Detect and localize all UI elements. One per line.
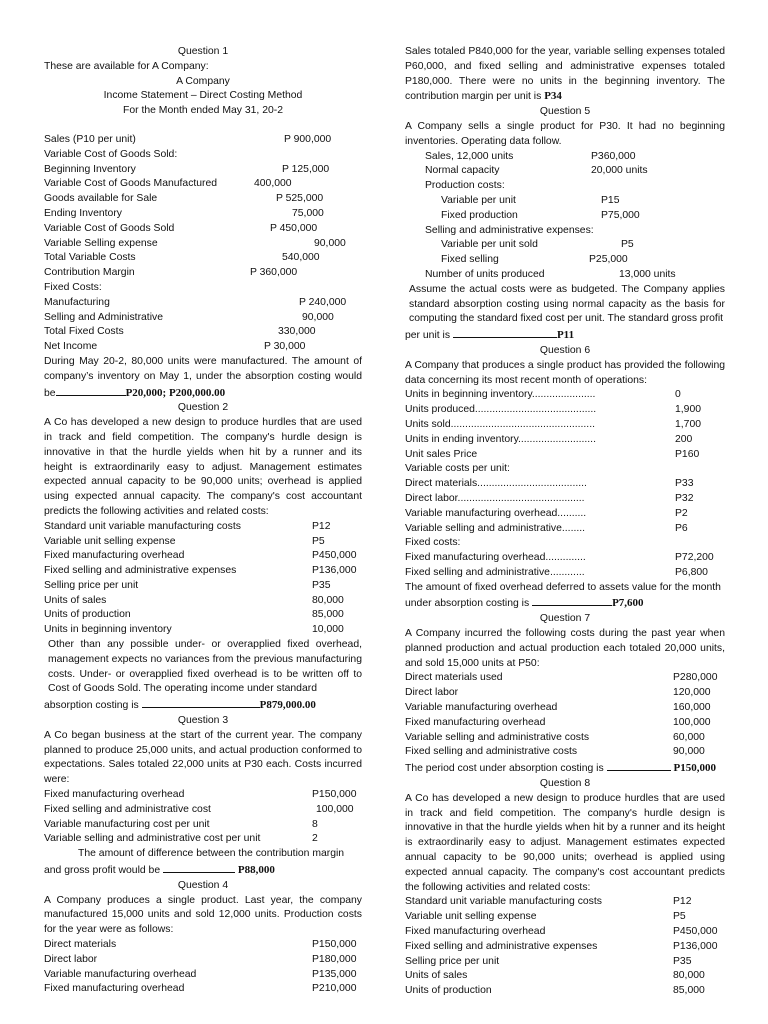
table-row <box>44 192 362 207</box>
question-6-answer: P7,600 <box>612 597 644 610</box>
table-row <box>405 895 725 910</box>
row-value: P25,000 <box>589 254 628 266</box>
question-2-table <box>44 520 362 638</box>
row-value: 10,000 <box>312 624 344 636</box>
table-row <box>405 969 725 984</box>
table-row <box>405 551 725 566</box>
row-label: Beginning Inventory <box>44 163 136 175</box>
question-3-text-2: The amount of difference between the contribution margin <box>78 848 345 860</box>
question-6-title: Question 6 <box>539 344 591 356</box>
row-label: Selling and administrative expenses: <box>425 224 594 236</box>
row-label: Variable manufacturing cost per unit <box>44 818 210 830</box>
row-label: Units sold.................................................. <box>405 418 595 430</box>
row-value: P32 <box>675 492 694 504</box>
row-value: 540,000 <box>282 252 320 264</box>
row-value: P 125,000 <box>282 163 330 175</box>
table-row <box>405 507 725 522</box>
row-label: Variable manufacturing overhead <box>44 968 197 980</box>
table-row <box>44 237 362 252</box>
table-row <box>44 564 362 579</box>
row-label: Total Fixed Costs <box>44 326 124 338</box>
question-3-answer-line: and gross profit would be P88,000 <box>44 864 275 877</box>
question-8-title: Question 8 <box>539 778 591 790</box>
table-row <box>44 818 362 833</box>
row-label: Direct labor <box>405 687 459 699</box>
question-3-table <box>44 788 362 847</box>
row-value: P5 <box>621 239 634 251</box>
question-4-table <box>44 938 362 997</box>
table-row <box>405 955 725 970</box>
table-row <box>44 207 362 222</box>
table-row <box>44 296 362 311</box>
row-value: P15 <box>601 194 620 206</box>
row-value: 0 <box>675 389 681 401</box>
table-row <box>44 340 362 355</box>
table-row <box>405 671 725 686</box>
row-value: 20,000 units <box>591 165 648 177</box>
question-3-answer: P88,000 <box>237 864 275 877</box>
row-label: Fixed selling <box>441 254 499 266</box>
table-row <box>405 940 725 955</box>
row-value: P150,000 <box>312 939 357 951</box>
row-label: Variable selling and administrative cost per unit <box>44 833 261 845</box>
row-value: P150,000 <box>312 789 357 801</box>
question-1-title: Question 1 <box>177 46 229 57</box>
table-row <box>44 222 362 237</box>
row-label: Fixed selling and administrative............ <box>405 566 585 578</box>
row-value: P12 <box>312 520 331 532</box>
row-value: P6,800 <box>675 566 708 578</box>
row-label: Selling price per unit <box>405 955 500 967</box>
row-value: P 30,000 <box>264 341 306 353</box>
question-2-text-2: Other than any possible under- or overapplied fixed overhead, management expects no variances from the previous manufacturing costs. Under- or overapplied fixed overhead is to be written off to Cost of Goods Sold. The operating income under standard <box>48 639 362 695</box>
row-value: 8 <box>312 818 318 830</box>
table-row <box>44 579 362 594</box>
table-row <box>405 745 725 760</box>
row-label: Variable Cost of Goods Sold <box>44 222 175 234</box>
row-label: Sales, 12,000 units <box>425 150 514 162</box>
row-value: P160 <box>675 448 700 460</box>
question-4-answer: P34 <box>544 90 562 103</box>
row-label: Units produced.......................................... <box>405 404 597 416</box>
company-name: A Company <box>176 75 230 87</box>
question-6-table <box>405 388 725 580</box>
row-value: P450,000 <box>673 926 718 938</box>
table-row <box>44 982 362 997</box>
row-value: 13,000 units <box>619 268 676 280</box>
row-value: 90,000 <box>302 311 334 323</box>
row-value: P6 <box>675 522 688 534</box>
table-row <box>44 251 362 266</box>
row-value: P136,000 <box>312 565 357 577</box>
row-value: P136,000 <box>673 940 718 952</box>
table-row <box>405 686 725 701</box>
question-5-title: Question 5 <box>539 106 591 118</box>
table-row <box>405 433 725 448</box>
row-label: Direct materials...................................... <box>405 478 587 490</box>
table-row <box>405 209 725 224</box>
statement-period: For the Month ended May 31, 20-2 <box>123 105 283 117</box>
row-label: Fixed manufacturing overhead <box>44 550 185 562</box>
row-label: Variable costs per unit: <box>405 463 510 475</box>
row-label: Variable Cost of Goods Sold: <box>44 148 178 160</box>
statement-title: Income Statement – Direct Costing Method <box>103 90 303 102</box>
row-label: Direct materials used <box>405 672 503 684</box>
table-row <box>405 194 725 209</box>
row-value: 90,000 <box>314 237 346 249</box>
table-row <box>44 832 362 847</box>
row-label: Variable per unit <box>441 194 516 206</box>
question-5-text-2: Assume the actual costs were as budgeted. The Company applies standard absorption costing using normal capacity as the basis for computing the standard fixed cost per unit. The standard gross profit <box>409 283 725 325</box>
row-label: Units of production <box>405 985 492 997</box>
table-row <box>405 238 725 253</box>
table-row <box>405 910 725 925</box>
row-value: P2 <box>675 507 688 519</box>
row-value: P33 <box>675 478 694 490</box>
table-row <box>44 520 362 535</box>
row-label: Unit sales Price <box>405 448 478 460</box>
row-label: Variable unit selling expense <box>44 535 176 547</box>
row-value: P 525,000 <box>276 193 324 205</box>
row-label: Units in beginning inventory <box>44 624 172 636</box>
row-label: Fixed manufacturing overhead <box>405 716 546 728</box>
question-3-title: Question 3 <box>177 715 229 727</box>
row-label: Fixed selling and administrative expenses <box>405 940 598 952</box>
question-5-answer: P11 <box>556 329 575 342</box>
table-row <box>405 566 725 581</box>
table-row <box>44 325 362 340</box>
table-row <box>44 953 362 968</box>
row-label: Total Variable Costs <box>44 252 136 264</box>
table-row <box>44 177 362 192</box>
row-label: Net Income <box>44 341 98 353</box>
row-label: Variable unit selling expense <box>405 911 537 923</box>
question-4-title: Question 4 <box>177 879 229 891</box>
question-2-text: A Co has developed a new design to produce hurdles that are used in track and field competition. The company's hurdle design is innovative in that the hurdle yields when hit by a runner and its height is extraordinarily easy to adjust. Management estimates expected annual capacity to be 90,000 units; overhead is applied using expected annual capacity. The company's cost accountant predicts the following activities and related costs: <box>44 417 362 517</box>
row-value: P 240,000 <box>299 296 347 308</box>
row-value: 60,000 <box>673 731 705 743</box>
row-label: Fixed production <box>441 209 518 221</box>
row-value: P75,000 <box>601 209 640 221</box>
table-row <box>405 701 725 716</box>
table-row <box>44 163 362 178</box>
table-row <box>44 968 362 983</box>
question-2-answer-line: absorption costing is P879,000.00 <box>44 699 316 712</box>
table-row <box>405 716 725 731</box>
row-value: P360,000 <box>591 150 636 162</box>
table-row <box>405 536 725 551</box>
table-row <box>405 403 725 418</box>
row-value: 120,000 <box>673 687 711 699</box>
question-1-intro: These are available for A Company: <box>44 60 209 72</box>
table-row <box>405 418 725 433</box>
row-label: Units of sales <box>405 970 468 982</box>
row-value: P 900,000 <box>284 133 332 145</box>
table-row <box>405 492 725 507</box>
row-value: P12 <box>673 896 692 908</box>
row-value: P135,000 <box>312 968 357 980</box>
row-value: P35 <box>312 579 331 591</box>
row-value: 100,000 <box>316 803 354 815</box>
row-label: Variable Cost of Goods Manufactured <box>44 178 218 190</box>
row-value: 330,000 <box>278 326 316 338</box>
question-7-text: A Company incurred the following costs during the past year when planned production and actual production each totaled 20,000 units, and sold 15,000 units at P50: <box>405 628 725 669</box>
row-label: Units of sales <box>44 594 107 606</box>
row-label: Variable Selling expense <box>44 237 158 249</box>
row-value: P180,000 <box>312 953 357 965</box>
right-column <box>405 45 725 999</box>
table-row <box>405 164 725 179</box>
row-label: Sales (P10 per unit) <box>44 133 136 145</box>
row-value: P450,000 <box>312 550 357 562</box>
question-1-answer: P20,000; P200,000.00 <box>125 386 226 399</box>
row-value: 200 <box>675 433 693 445</box>
row-label: Production costs: <box>425 180 505 192</box>
question-6-answer-line: under absorption costing is P7,600 <box>405 597 644 610</box>
row-value: 1,900 <box>675 404 702 416</box>
row-label: Units in ending inventory........................... <box>405 433 596 445</box>
row-value: P72,200 <box>675 552 714 564</box>
table-row <box>44 803 362 818</box>
income-statement-table <box>44 133 362 355</box>
row-label: Standard unit variable manufacturing costs <box>405 896 602 908</box>
row-label: Variable manufacturing overhead <box>405 702 558 714</box>
row-label: Fixed selling and administrative expenses <box>44 565 237 577</box>
table-row <box>44 311 362 326</box>
row-label: Fixed manufacturing overhead <box>405 926 546 938</box>
row-label: Fixed Costs: <box>44 281 102 293</box>
row-value: P210,000 <box>312 983 357 995</box>
question-5-answer-line: per unit is P11 <box>405 329 575 342</box>
question-7-title: Question 7 <box>539 613 591 625</box>
question-7-table <box>405 671 725 760</box>
row-value: 85,000 <box>312 609 344 621</box>
row-label: Fixed costs: <box>405 537 461 549</box>
table-row <box>405 448 725 463</box>
row-value: 2 <box>312 833 318 845</box>
row-label: Selling price per unit <box>44 579 139 591</box>
table-row <box>405 984 725 999</box>
table-row <box>44 133 362 148</box>
table-row <box>44 281 362 296</box>
table-row <box>405 253 725 268</box>
table-row <box>44 535 362 550</box>
row-value: 90,000 <box>673 746 705 758</box>
table-row <box>405 731 725 746</box>
row-value: P 450,000 <box>270 222 318 234</box>
table-row <box>44 938 362 953</box>
row-value: P5 <box>673 911 686 923</box>
left-column <box>44 45 362 997</box>
question-1-text: During May 20-2, 80,000 units were manufactured. The amount of company’s inventory on May 1, under the absorption costing would be P20,000; P200,000.00 <box>44 355 362 399</box>
row-value: P5 <box>312 535 325 547</box>
table-row <box>405 179 725 194</box>
row-value: 80,000 <box>312 594 344 606</box>
row-label: Selling and Administrative <box>44 311 163 323</box>
row-label: Fixed manufacturing overhead <box>44 789 185 801</box>
table-row <box>405 268 725 283</box>
table-row <box>44 788 362 803</box>
row-label: Variable manufacturing overhead.......... <box>405 507 587 519</box>
table-row <box>405 462 725 477</box>
row-label: Direct materials <box>44 939 117 951</box>
question-6-text: A Company that produces a single product has provided the following data concerning its most recent month of operations: <box>405 359 725 386</box>
row-label: Goods available for Sale <box>44 193 158 205</box>
row-label: Manufacturing <box>44 296 110 308</box>
table-row <box>44 623 362 638</box>
table-row <box>405 477 725 492</box>
table-row <box>405 388 725 403</box>
row-label: Fixed selling and administrative cost <box>44 803 211 815</box>
row-label: Ending Inventory <box>44 207 122 219</box>
row-value: P280,000 <box>673 672 718 684</box>
row-label: Normal capacity <box>425 165 500 177</box>
row-value: 75,000 <box>292 207 324 219</box>
row-label: Units in beginning inventory...................... <box>405 389 596 401</box>
row-value: 85,000 <box>673 985 705 997</box>
row-value: P35 <box>673 955 692 967</box>
table-row <box>44 608 362 623</box>
row-label: Direct labor <box>44 953 98 965</box>
table-row <box>405 522 725 537</box>
question-4-text: A Company produces a single product. Last year, the company manufactured 15,000 units and sold 12,000 units. Production costs for the year were as follows: <box>44 894 362 936</box>
row-value: 160,000 <box>673 702 711 714</box>
question-4-continued-text: Sales totaled P840,000 for the year, variable selling expenses totaled P60,000, and fixed selling and administrative expenses totaled P180,000. There were no units in the beginning inventory. The contribution margin per unit is P34 <box>405 46 725 103</box>
question-7-answer-line: The period cost under absorption costing is P150,000 <box>405 762 716 775</box>
table-row <box>405 150 725 165</box>
table-row <box>44 148 362 163</box>
row-label: Standard unit variable manufacturing costs <box>44 520 241 532</box>
row-label: Fixed manufacturing overhead <box>44 983 185 995</box>
row-label: Number of units produced <box>425 268 545 280</box>
question-2-title: Question 2 <box>177 402 229 414</box>
table-row <box>44 594 362 609</box>
table-row <box>405 925 725 940</box>
question-8-text: A Co has developed a new design to produce hurdles that are used in track and field competition. The company's hurdle design is innovative in that the hurdle yields when hit by a runner and its height is extraordinarily easy to adjust. Management estimates expected annual capacity to be 90,000 units; overhead is applied using expected annual capacity. The company's cost accountant predicts the following activities and related costs: <box>405 792 725 893</box>
row-value: 80,000 <box>673 970 705 982</box>
row-value: 400,000 <box>254 178 292 190</box>
row-label: Fixed selling and administrative costs <box>405 746 578 758</box>
row-value: 1,700 <box>675 418 702 430</box>
row-label: Contribution Margin <box>44 267 135 279</box>
question-3-text: A Co began business at the start of the current year. The company planned to produce 25,000 units, and actual production conformed to expectations. Sales totaled 22,000 units at P30 each. Costs incurred were: <box>44 729 362 786</box>
row-value: 100,000 <box>673 716 711 728</box>
row-value: P 360,000 <box>250 267 298 279</box>
question-5-text: A Company sells a single product for P30. It had no beginning inventories. Operating data follow. <box>405 120 725 147</box>
table-row <box>44 266 362 281</box>
question-5-table <box>405 150 725 283</box>
row-label: Fixed manufacturing overhead.............. <box>405 552 586 564</box>
row-label: Units of production <box>44 609 131 621</box>
table-row <box>405 224 725 239</box>
question-7-answer: P150,000 <box>673 762 716 775</box>
table-row <box>44 549 362 564</box>
row-label: Variable selling and administrative costs <box>405 731 590 743</box>
question-8-table <box>405 895 725 999</box>
row-label: Variable selling and administrative........ <box>405 522 585 534</box>
row-label: Direct labor............................................ <box>405 492 585 504</box>
question-2-answer: P879,000.00 <box>259 699 316 712</box>
question-6-text-2: The amount of fixed overhead deferred to assets value for the month <box>405 581 721 593</box>
row-label: Variable per unit sold <box>441 239 538 251</box>
